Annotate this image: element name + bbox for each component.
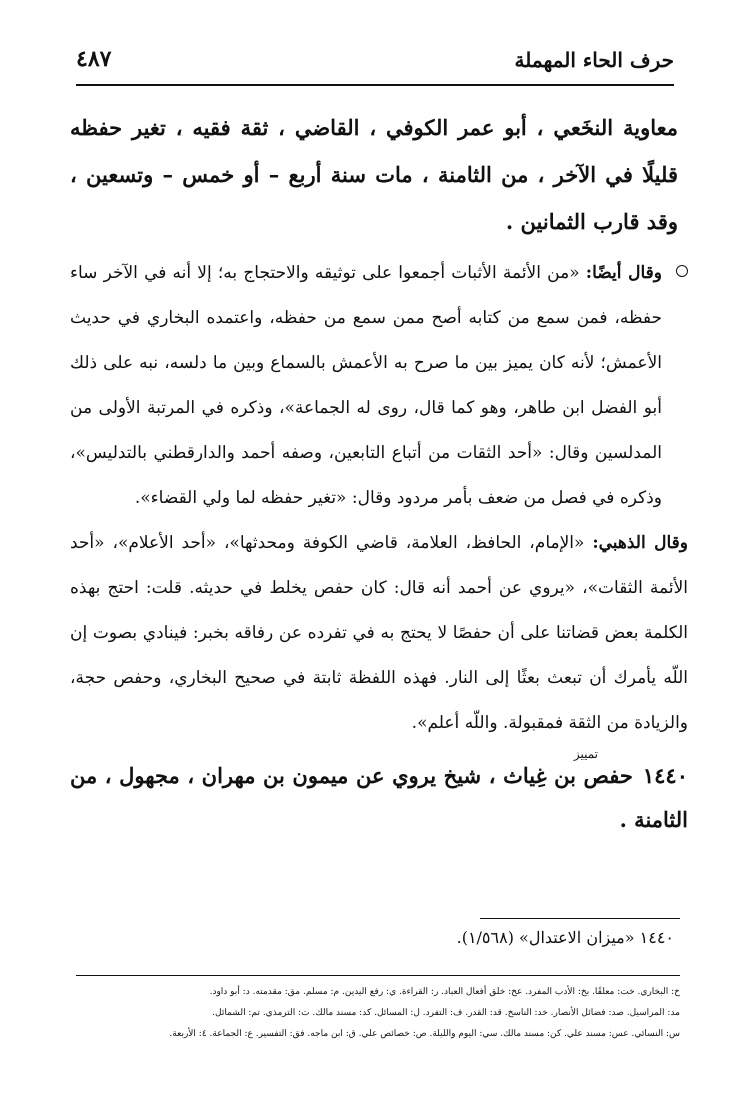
chapter-title: حرف الحاء المهملة <box>514 48 674 72</box>
page-number: ٤٨٧ <box>76 46 112 72</box>
abbreviations-divider <box>76 975 680 976</box>
entry-number: ١٤٤٠ <box>642 763 688 788</box>
abbreviations-key <box>76 982 680 1045</box>
paragraph-2-label: وقال الذهبي: <box>592 533 688 553</box>
paragraph-2-text: «الإمام، الحافظ، العلامة، قاضي الكوفة ومحدثها»، «أحد الأعلام»، «أحد الأئمة الثقات»، «يروي عن أحمد أنه قال: كان حفص يخلط في حديثه. قلت: احتج بهذه الكلمة بعض قضاتنا على أن حفصًا لا يحتج به في تفرده عن رفاقه بخبر: فينادي بصوت إن اللّه يأمرك أن تبعث بعثًا إلى النار. فهذه اللفظة ثابتة في صحيح البخاري، وحفص حجة، والزيادة من الثقة فمقبولة. واللّه أعلم». <box>70 533 688 733</box>
footnote-number: ١٤٤٠ <box>639 928 674 947</box>
footnote-divider <box>480 918 680 919</box>
biography-entry <box>70 747 688 842</box>
page-header <box>76 42 674 86</box>
paragraph-1-label: وقال أيضًا: <box>585 263 663 283</box>
abbreviations-line: مد: المراسيل. صد: فضائل الأنصار. خد: الناسخ. قد: القدر. ف: التفرد. ل: المسائل. كد: مسند مالك. ت: الترمذي. تم: الشمائل. <box>212 1008 680 1018</box>
lead-paragraph: معاوية النخَعي ، أبو عمر الكوفي ، القاضي ، ثقة فقيه ، تغير حفظه قليلًا في الآخر ، من الثامنة ، مات سنة أربع – أو خمس – وتسعين ، وقد قارب الثمانين . <box>70 115 678 234</box>
paragraph-1 <box>70 251 662 521</box>
footnote-text: «ميزان الاعتدال» (١/٥٦٨). <box>456 928 635 947</box>
circle-bullet-icon <box>676 265 688 277</box>
page-body <box>70 104 688 842</box>
paragraph-2 <box>70 521 688 746</box>
quote-block-1 <box>70 251 688 521</box>
entry-text: حفص بن غِياث ، شيخ يروي عن ميمون بن مهران ، مجهول ، من الثامنة . <box>70 763 688 832</box>
footnote <box>82 928 674 947</box>
abbreviations-line: خ: البخاري. خت: معلقًا. بخ: الأدب المفرد. عخ: خلق أفعال العباد. ر: القراءة. ي: رفع اليدين. م: مسلم. مق: مقدمته. د: أبو داود. <box>209 987 680 997</box>
abbreviations-line: س: النسائي. عس: مسند علي. كن: مسند مالك. سي: اليوم والليلة. ص: خصائص علي. ق: ابن ماجه. فق: التفسير. ع: الجماعة. ٤: الأربعة. <box>169 1029 680 1039</box>
tamyiz-label: تمييز <box>573 747 598 761</box>
paragraph-1-text: «من الأئمة الأثبات أجمعوا على توثيقه والاحتجاج به؛ إلا أنه في الآخر ساء حفظه، فمن سمع من كتابه أصح ممن سمع من حفظه، واعتمده البخاري في حديث الأعمش؛ لأنه كان يميز بين ما صرح به الأعمش بالسماع وبين ما دلسه، نبه على ذلك أبو الفضل ابن طاهر، وهو كما قال، روى له الجماعة»، وذكره في المرتبة الأولى من المدلسين وقال: «أحد الثقات من أتباع التابعين، وصفه أحمد والدارقطني بالتدليس»، وذكره في فصل من ضعف بأمر مردود وقال: «تغير حفظه لما ولي القضاء». <box>70 263 662 508</box>
